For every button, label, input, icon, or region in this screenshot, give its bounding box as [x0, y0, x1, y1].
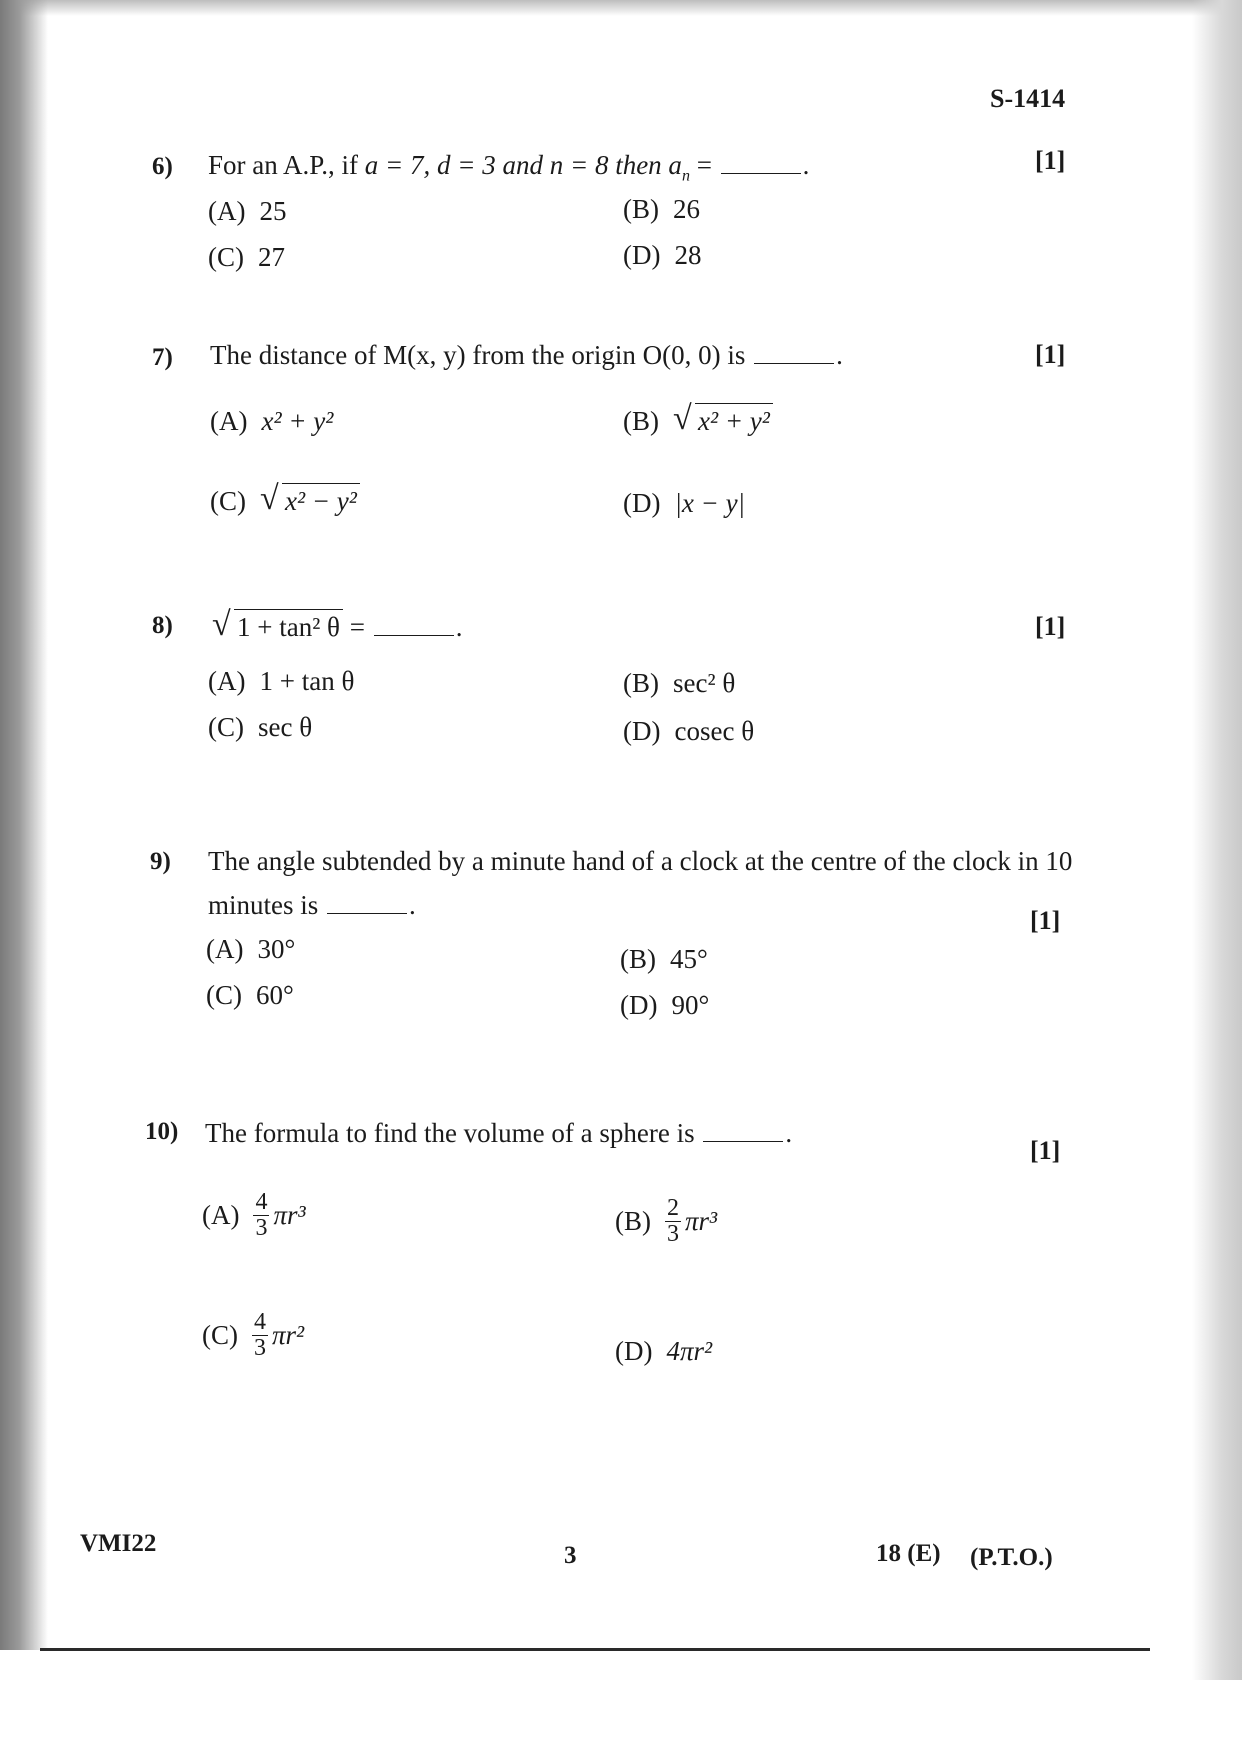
question-text-line-2: minutes is .: [208, 890, 416, 920]
question-text: The distance of M(x, y) from the origin O(0, 0) is .: [210, 340, 843, 370]
option-a: (A) 25: [208, 196, 287, 226]
question-number: 7): [152, 344, 173, 371]
paper-code: S-1414: [990, 84, 1066, 113]
marks: [1]: [1030, 906, 1061, 935]
answer-blank: [703, 1140, 783, 1142]
option-c: (C) 60°: [206, 980, 294, 1010]
page-number: 3: [564, 1542, 577, 1569]
option-b: (B) √ x² + y²: [623, 406, 773, 437]
option-b: (B) sec² θ: [623, 668, 736, 698]
option-b: (B) 45°: [620, 944, 708, 974]
option-b: (B) 26: [623, 194, 700, 224]
option-d: (D) 28: [623, 240, 702, 270]
option-c: (C) $\frac{4}{3}$ πr²: [202, 1309, 305, 1362]
answer-blank: [374, 634, 454, 636]
page-edge-left: [0, 0, 48, 1650]
marks: [1]: [1035, 146, 1066, 175]
square-root: √ 1 + tan² θ: [212, 612, 343, 643]
option-b: (B) $\frac{2}{3}$ πr³: [615, 1195, 718, 1248]
marks: [1]: [1035, 340, 1066, 369]
fraction: $\frac{2}{3}$: [667, 1195, 679, 1248]
option-a: (A) $\frac{4}{3}$ πr³: [202, 1189, 306, 1242]
option-d: (D) |x − y|: [623, 488, 746, 518]
option-c: (C) √ x² − y²: [210, 486, 360, 517]
option-d: (D) 90°: [620, 990, 710, 1020]
fraction: $\frac{4}{3}$: [254, 1309, 266, 1362]
marks: [1]: [1030, 1136, 1061, 1165]
question-text-line-1: The angle subtended by a minute hand of a clock at the centre of the clock in 10: [208, 846, 1073, 876]
page-bottom-edge: [40, 1648, 1150, 1651]
page-edge-top: [0, 0, 1242, 16]
answer-blank: [721, 172, 801, 174]
square-root: √ x² + y²: [673, 406, 773, 437]
option-a: (A) 1 + tan θ: [208, 666, 355, 696]
marks: [1]: [1035, 612, 1066, 641]
option-a: (A) x² + y²: [210, 406, 334, 436]
question-number: 9): [150, 848, 171, 875]
option-a: (A) 30°: [206, 934, 296, 964]
page-edge-right: [1192, 0, 1242, 1680]
question-number: 10): [145, 1118, 179, 1145]
question-text: The formula to find the volume of a sphere is .: [205, 1118, 793, 1148]
answer-blank: [754, 362, 834, 364]
answer-blank: [327, 912, 407, 914]
question-number: 6): [152, 153, 173, 180]
option-c: (C) sec θ: [208, 712, 313, 742]
pto-note: (P.T.O.): [970, 1544, 1053, 1571]
footer-code: VMI22: [80, 1530, 157, 1557]
square-root: √ x² − y²: [260, 486, 360, 517]
question-text: For an A.P., if a = 7, d = 3 and n = 8 then $a_n$ = .: [208, 150, 810, 185]
option-d: (D) cosec θ: [623, 716, 755, 746]
question-number: 8): [152, 612, 173, 639]
fraction: $\frac{4}{3}$: [255, 1189, 268, 1242]
footer-ref: 18 (E): [876, 1540, 941, 1567]
question-text: √ 1 + tan² θ = .: [212, 606, 463, 643]
option-d: (D) 4πr²: [615, 1336, 713, 1366]
option-c: (C) 27: [208, 242, 285, 272]
